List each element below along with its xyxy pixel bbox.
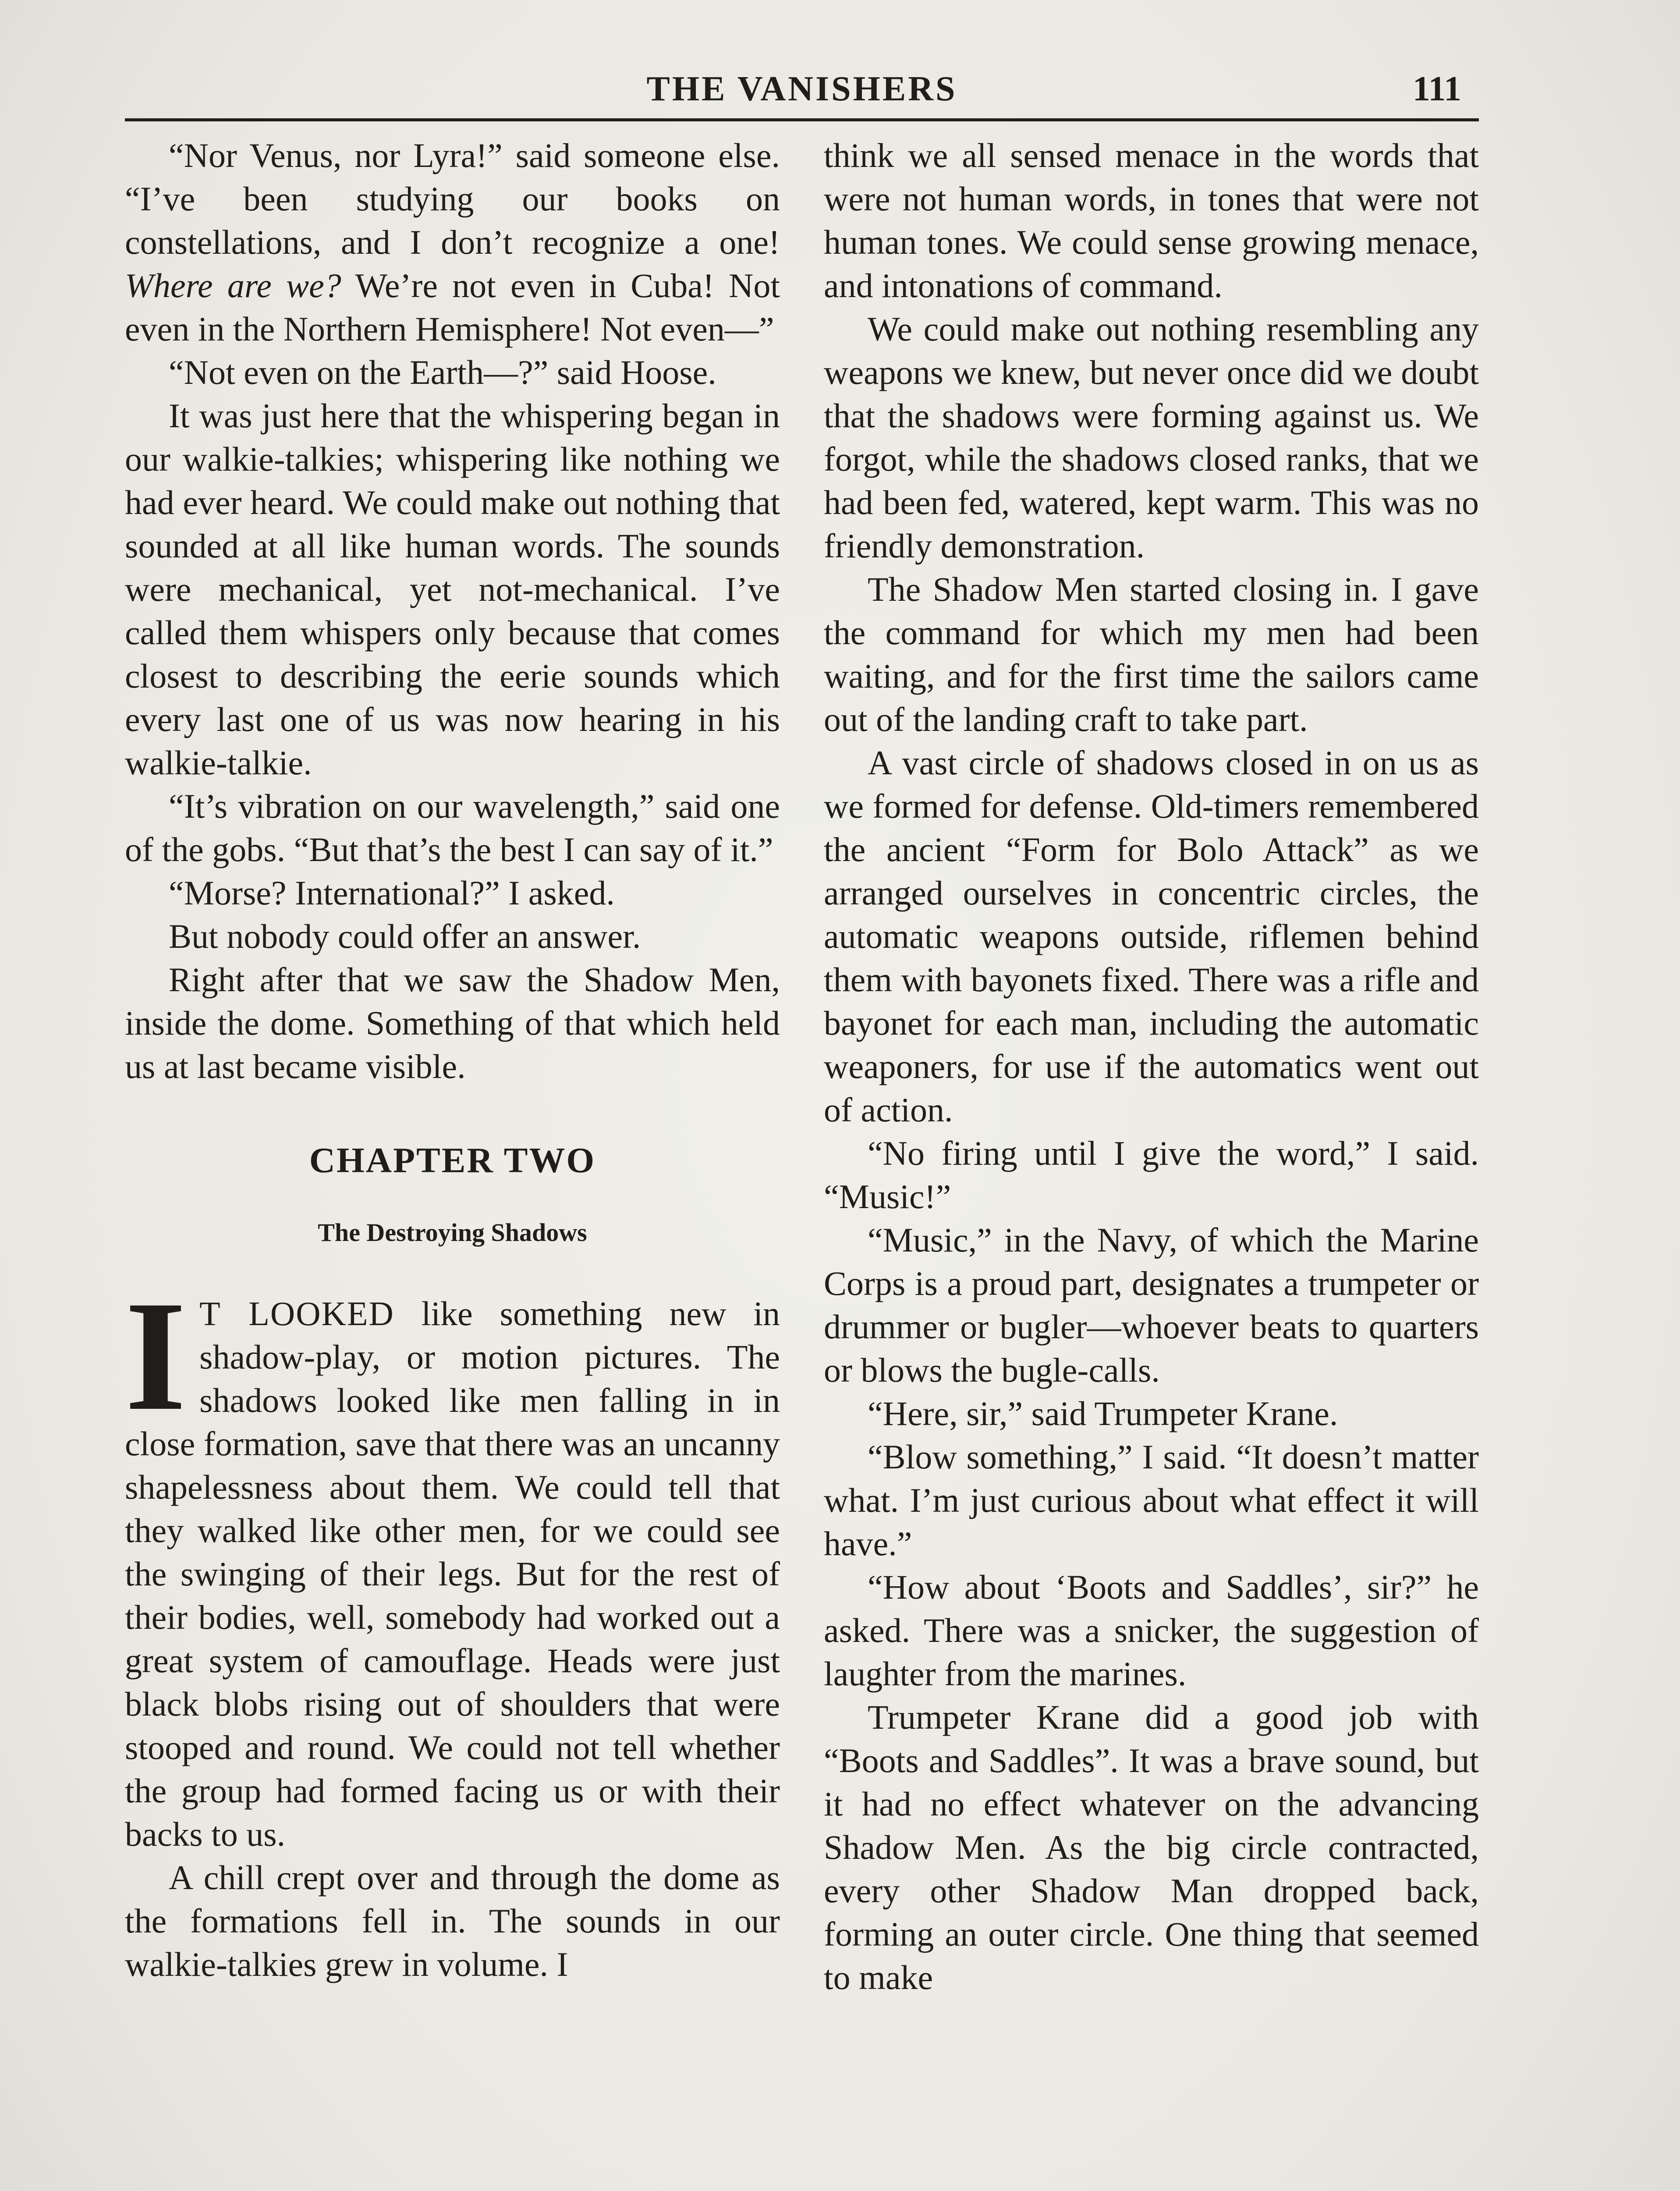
drop-cap: I (125, 1268, 187, 1443)
paragraph: “Not even on the Earth—?” said Hoose. (169, 353, 716, 391)
header-rule (125, 118, 1479, 121)
running-title: THE VANISHERS (646, 70, 957, 108)
paragraph: “Music,” in the Navy, of which the Marine Corps is a proud part, designates a trumpeter or drummer or bugler—whoever beats to quarters or blows the bugle-calls. (824, 1221, 1479, 1389)
paragraph: “No firing until I give the word,” I said. “Music!” (824, 1134, 1479, 1216)
page-number: 111 (1412, 70, 1461, 108)
paragraph: Right after that we saw the Shadow Men, inside the dome. Something of that which held us at last became visible. (125, 961, 780, 1085)
paragraph: Trumpeter Krane did a good job with “Boots and Saddles”. It was a brave sound, but it had no effect whatever on the advancing Shadow Men. As the big circle contracted, every other Shadow Man dropped back, forming an outer circle. One thing that seemed to make (824, 1698, 1479, 1996)
running-header (125, 66, 1479, 123)
paragraph: “It’s vibration on our wavelength,” said one of the gobs. “But that’s the best I can say of it.” (125, 787, 780, 869)
paragraph: We could make out nothing resembling any weapons we knew, but never once did we doubt that the shadows were forming against us. We forgot, while the shadows closed ranks, that we had been fed, watered, kept warm. This was no friendly demonstration. (824, 310, 1479, 565)
opening-paragraph: I T LOOKED like something new in shadow-play, or motion pictures. The shadows looked like men falling in in close formation, save that there was an uncanny shapelessness about them. We could tell that they walked like other men, for we could see the swinging of their legs. But for the rest of their bodies, well, somebody had worked out a great system of camouflage. Heads were just black blobs rising out of shoulders that were stooped and round. We could not tell whether the group had formed facing us or with their backs to us. (125, 1268, 780, 1853)
paragraph: “Blow something,” I said. “It doesn’t matter what. I’m just curious about what effect it will have.” (824, 1438, 1479, 1563)
chapter-title: CHAPTER TWO (309, 1140, 596, 1180)
paragraph: “Morse? International?” I asked. (169, 874, 615, 912)
paragraph: It was just here that the whispering began in our walkie-talkies; whispering like nothing we had ever heard. We could make out nothing that sounded at all like human words. The sounds were mechanical, yet not-mechanical. I’ve called them whispers only because that comes closest to describing the eerie sounds which every last one of us was now hearing in his walkie-talkie. (125, 397, 780, 782)
continued-paragraph: think we all sensed menace in the words that were not human words, in tones that were not human tones. We could sense growing menace, and intonations of command. (824, 136, 1479, 305)
right-column (824, 134, 1479, 1999)
paragraph: “Nor Venus, nor Lyra!” said someone else. “I’ve been studying our books on constellations, and I don’t recognize a one! Where are we? We’re not even in Cuba! Not even in the Northern Hemisphere! Not even—” (125, 136, 780, 348)
italic-text: Where are we? (125, 266, 341, 305)
paragraph: A vast circle of shadows closed in on us as we formed for defense. Old-timers remembered the ancient “Form for Bolo Attack” as we arranged ourselves in concentric circles, the automatic weapons outside, riflemen behind them with bayonets fixed. There was a rifle and bayonet for each man, including the automatic weaponers, for use if the automatics went out of action. (824, 744, 1479, 1129)
paragraph: “How about ‘Boots and Saddles’, sir?” he asked. There was a snicker, the suggestion of laughter from the marines. (824, 1568, 1479, 1693)
paragraph: A chill crept over and through the dome as the formations fell in. The sounds in our walkie-talkies grew in volume. I (125, 1858, 780, 1983)
paragraph: But nobody could offer an answer. (169, 917, 641, 955)
opening-caps: T LOOKED (199, 1294, 394, 1333)
paragraph: The Shadow Men started closing in. I gave the command for which my men had been waiting, and for the first time the sailors came out of the landing craft to take part. (824, 570, 1479, 738)
paragraph: “Here, sir,” said Trumpeter Krane. (868, 1394, 1338, 1432)
left-column (125, 134, 780, 1986)
chapter-subtitle: The Destroying Shadows (318, 1218, 587, 1247)
